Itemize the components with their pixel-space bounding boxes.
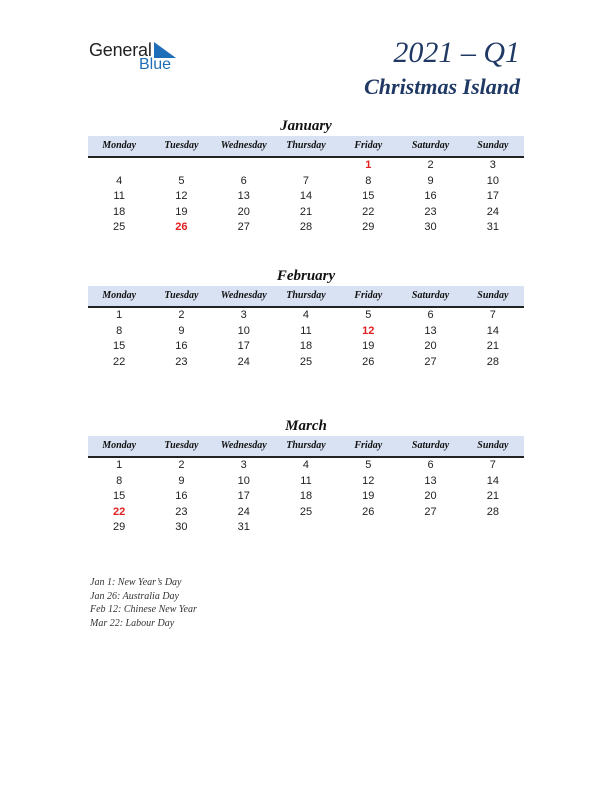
day-cell: 31 xyxy=(486,221,499,233)
holiday-note: Jan 26: Australia Day xyxy=(90,590,179,602)
weekday-label: Thursday xyxy=(286,290,326,301)
day-cell: 6 xyxy=(427,309,434,321)
weekday-label: Tuesday xyxy=(164,440,199,451)
day-cell: 13 xyxy=(237,190,250,202)
weekday-label: Wednesday xyxy=(220,140,267,151)
day-grid xyxy=(88,308,524,370)
week-row xyxy=(88,308,524,324)
week-row xyxy=(88,355,524,371)
weekday-header xyxy=(88,436,524,458)
week-row xyxy=(88,339,524,355)
weekday-label: Saturday xyxy=(411,290,450,301)
weekday-label: Tuesday xyxy=(164,140,199,151)
day-cell: 5 xyxy=(178,174,185,187)
day-cell: 25 xyxy=(113,221,126,233)
day-cell: 3 xyxy=(489,159,496,171)
day-cell: 21 xyxy=(486,340,499,352)
weekday-label: Monday xyxy=(102,290,137,301)
day-cell: 28 xyxy=(299,221,313,233)
day-cell: 12 xyxy=(175,190,188,202)
day-cell: 27 xyxy=(237,221,250,233)
day-cell: 19 xyxy=(362,340,375,352)
day-cell: 1 xyxy=(116,459,123,471)
day-cell: 13 xyxy=(424,474,437,487)
month-title: March xyxy=(285,418,327,434)
day-cell: 2 xyxy=(178,459,185,471)
day-cell: 2 xyxy=(427,159,434,171)
weekday-label: Saturday xyxy=(411,440,450,451)
week-row xyxy=(88,474,524,490)
week-row xyxy=(88,220,524,236)
day-cell: 16 xyxy=(175,490,188,502)
day-cell: 14 xyxy=(486,324,499,337)
weekday-label: Monday xyxy=(102,140,137,151)
week-row xyxy=(88,489,524,505)
day-cell: 24 xyxy=(486,205,499,218)
day-cell: 18 xyxy=(299,490,313,502)
day-cell: 8 xyxy=(365,174,372,187)
weekday-label: Friday xyxy=(354,440,383,451)
day-cell: 31 xyxy=(237,521,250,533)
week-row xyxy=(88,189,524,205)
day-cell: 5 xyxy=(365,309,372,321)
holiday-note: Jan 1: New Year’s Day xyxy=(90,577,182,588)
week-row xyxy=(88,458,524,474)
week-row xyxy=(88,520,524,536)
day-cell xyxy=(399,520,461,536)
day-cell: 27 xyxy=(424,355,437,368)
day-cell: 14 xyxy=(486,474,499,487)
day-cell: 26 xyxy=(362,355,375,368)
day-cell xyxy=(462,520,524,536)
month-february xyxy=(88,266,524,370)
day-cell: 12 xyxy=(362,474,375,487)
day-cell xyxy=(88,158,150,174)
day-cell: 11 xyxy=(113,190,125,202)
day-cell: 9 xyxy=(178,324,185,337)
week-row xyxy=(88,158,524,174)
page-subtitle: Christmas Island xyxy=(364,74,520,99)
day-cell: 11 xyxy=(300,324,312,337)
weekday-header xyxy=(88,286,524,308)
day-cell: 26 xyxy=(362,505,375,518)
day-cell: 28 xyxy=(486,505,499,518)
day-cell: 9 xyxy=(178,474,185,487)
holiday-note: Mar 22: Labour Day xyxy=(90,618,175,630)
weekday-label: Thursday xyxy=(286,140,326,151)
weekday-label: Tuesday xyxy=(164,290,199,301)
day-cell: 15 xyxy=(113,490,126,502)
week-row xyxy=(88,205,524,221)
day-cell: 25 xyxy=(299,355,313,368)
day-cell: 17 xyxy=(486,190,499,202)
day-cell xyxy=(275,520,337,536)
week-row xyxy=(88,324,524,340)
day-cell xyxy=(213,158,275,174)
month-january xyxy=(88,116,524,236)
logo-word-blue: Blue xyxy=(139,56,172,73)
day-cell: 29 xyxy=(113,521,126,533)
day-cell: 23 xyxy=(424,205,437,218)
weekday-label: Friday xyxy=(354,290,383,301)
day-cell: 27 xyxy=(424,505,437,518)
day-cell: 11 xyxy=(300,474,312,487)
holiday-note: Feb 12: Chinese New Year xyxy=(90,604,197,616)
day-cell xyxy=(337,520,399,536)
day-cell: 7 xyxy=(302,174,310,187)
day-cell: 30 xyxy=(424,221,437,233)
week-row xyxy=(88,505,524,521)
day-cell: 9 xyxy=(427,174,434,187)
weekday-label: Monday xyxy=(102,440,137,451)
month-title: February xyxy=(276,268,336,284)
weekday-label: Thursday xyxy=(286,440,326,451)
day-cell: 23 xyxy=(175,505,188,518)
weekday-label: Sunday xyxy=(477,440,509,451)
day-cell: 23 xyxy=(175,355,188,368)
day-cell: 4 xyxy=(302,309,310,321)
weekday-label: Wednesday xyxy=(220,290,267,301)
day-cell: 20 xyxy=(424,340,437,352)
week-row xyxy=(88,174,524,190)
day-cell: 5 xyxy=(365,459,372,471)
day-cell: 10 xyxy=(237,474,250,487)
day-cell: 21 xyxy=(299,205,313,218)
day-cell: 13 xyxy=(424,324,437,337)
day-cell: 15 xyxy=(362,190,375,202)
day-cell: 8 xyxy=(116,474,123,487)
weekday-label: Saturday xyxy=(411,140,450,151)
day-cell: 25 xyxy=(299,505,313,518)
logo xyxy=(89,40,189,76)
day-cell: 1 xyxy=(365,159,372,171)
day-cell: 30 xyxy=(175,521,188,533)
day-cell: 16 xyxy=(424,190,437,202)
day-cell: 3 xyxy=(240,309,247,321)
page-title: 2021 – Q1 xyxy=(393,36,520,69)
month-march xyxy=(88,416,524,536)
day-cell: 3 xyxy=(240,459,247,471)
day-cell: 22 xyxy=(113,355,126,368)
weekday-header xyxy=(88,136,524,158)
weekday-label: Sunday xyxy=(477,290,509,301)
logo-word-general: General xyxy=(89,40,152,60)
day-grid xyxy=(88,158,524,236)
day-cell: 24 xyxy=(237,355,250,368)
day-cell: 29 xyxy=(362,221,375,233)
day-cell: 24 xyxy=(237,505,250,518)
day-cell: 4 xyxy=(302,459,310,471)
day-grid xyxy=(88,458,524,536)
day-cell: 22 xyxy=(113,505,126,518)
day-cell: 2 xyxy=(178,309,185,321)
day-cell: 19 xyxy=(362,490,375,502)
day-cell: 18 xyxy=(299,340,313,352)
weekday-label: Wednesday xyxy=(220,440,267,451)
day-cell: 7 xyxy=(489,309,496,321)
day-cell: 16 xyxy=(175,340,188,352)
day-cell: 18 xyxy=(113,205,126,218)
day-cell: 17 xyxy=(237,490,250,502)
holiday-notes xyxy=(90,576,197,631)
day-cell: 21 xyxy=(486,490,499,502)
day-cell: 8 xyxy=(116,324,123,337)
weekday-label: Friday xyxy=(354,140,383,151)
day-cell: 6 xyxy=(240,174,247,187)
day-cell: 22 xyxy=(362,205,375,218)
month-title: January xyxy=(280,118,332,134)
day-cell: 4 xyxy=(116,174,123,187)
day-cell: 19 xyxy=(175,205,188,218)
day-cell: 7 xyxy=(489,459,496,471)
day-cell: 12 xyxy=(362,324,375,337)
day-cell: 26 xyxy=(175,221,188,233)
day-cell: 10 xyxy=(237,324,250,337)
weekday-label: Sunday xyxy=(477,140,509,151)
day-cell: 6 xyxy=(427,459,434,471)
day-cell xyxy=(275,158,337,174)
day-cell: 15 xyxy=(113,340,126,352)
day-cell: 1 xyxy=(116,309,123,321)
day-cell: 10 xyxy=(486,174,499,187)
day-cell: 14 xyxy=(299,190,313,202)
day-cell xyxy=(150,158,212,174)
day-cell: 20 xyxy=(424,490,437,502)
day-cell: 17 xyxy=(237,340,250,352)
day-cell: 28 xyxy=(486,355,499,368)
day-cell: 20 xyxy=(237,205,250,218)
